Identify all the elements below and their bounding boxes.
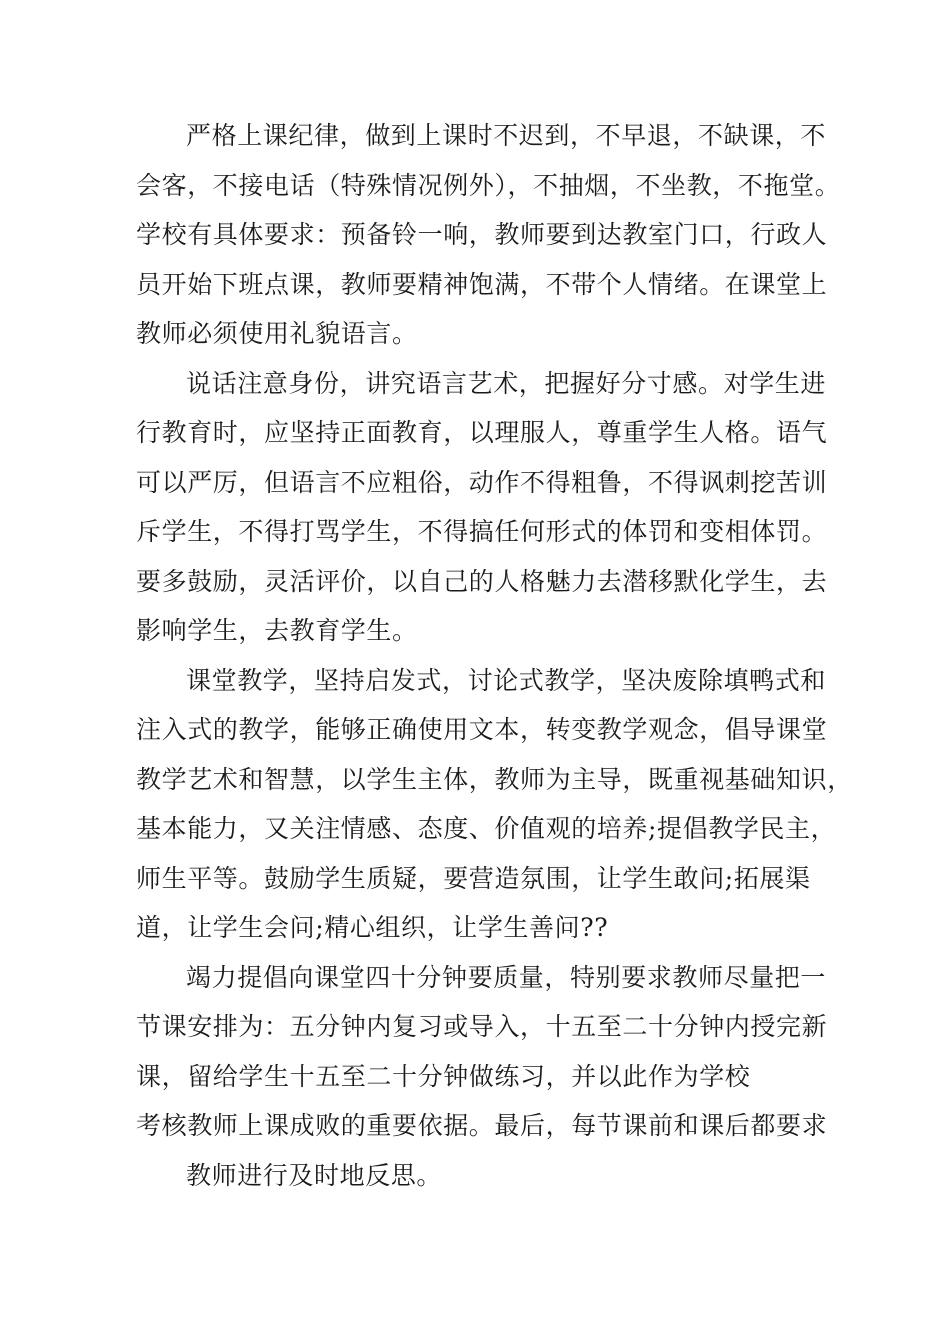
text-line: 教师必须使用礼貌语言。 — [136, 319, 418, 348]
text-line: 要多鼓励，灵活评价，以自己的人格魅力去潜移默化学生，去 — [136, 566, 828, 596]
text-line: 竭力提倡向课堂四十分钟要质量，特别要求教师尽量把一 — [186, 962, 827, 992]
text-line: 严格上课纪律，做到上课时不迟到，不早退，不缺课，不 — [186, 121, 827, 150]
text-line: 影响学生，去教育学生。 — [136, 616, 418, 645]
text-line: 教师进行及时地反思。 — [186, 1160, 443, 1190]
text-line: 师生平等。鼓励学生质疑，要营造氛围，让学生敢问;拓展渠 — [136, 863, 811, 893]
text-line: 基本能力，又关注情感、态度、价值观的培养;提倡教学民主， — [136, 814, 837, 843]
text-line: 说话注意身份，讲究语言艺术，把握好分寸感。对学生进 — [186, 368, 827, 398]
text-line: 教学艺术和智慧，以学生主体，教师为主导，既重视基础知识， — [136, 764, 853, 794]
text-line: 节课安排为：五分钟内复习或导入，十五至二十分钟内授完新 — [136, 1012, 828, 1041]
body-text — [136, 111, 856, 1200]
text-line: 斥学生，不得打骂学生，不得搞任何形式的体罚和变相体罚。 — [136, 517, 828, 546]
text-line: 学校有具体要求：预备铃一响，教师要到达教室门口，行政人 — [136, 220, 828, 249]
text-line: 员开始下班点课，教师要精神饱满，不带个人情绪。在课堂上 — [136, 269, 828, 299]
text-line: 课堂教学，坚持启发式，讨论式教学，坚决废除填鸭式和 — [186, 665, 827, 695]
text-line: 会客，不接电话（特殊情况例外），不抽烟，不坐教，不拖堂。 — [136, 170, 841, 200]
text-line: 课，留给学生十五至二十分钟做练习，并以此作为学校 — [136, 1061, 751, 1091]
text-line: 考核教师上课成败的重要依据。最后，每节课前和课后都要求 — [136, 1111, 828, 1140]
text-line: 可以严厉，但语言不应粗俗，动作不得粗鲁，不得讽刺挖苦训 — [136, 467, 828, 497]
text-line: 行教育时，应坚持正面教育，以理服人，尊重学生人格。语气 — [136, 418, 828, 447]
text-line: 道，让学生会问;精心组织，让学生善问?? — [136, 913, 609, 942]
text-line: 注入式的教学，能够正确使用文本，转变教学观念，倡导课堂 — [136, 715, 828, 744]
